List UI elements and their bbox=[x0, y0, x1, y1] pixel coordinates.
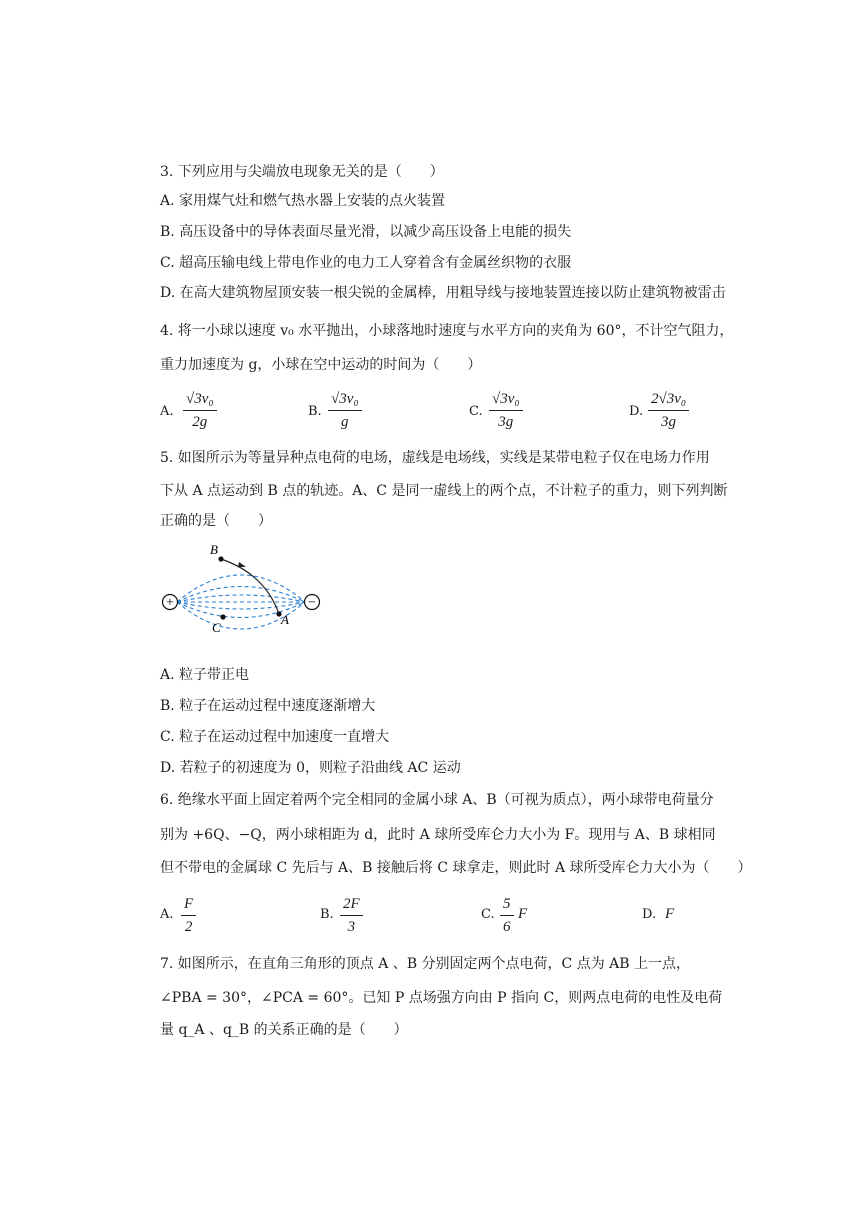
q4-stem-line1: 4. 将一小球以速度 v₀ 水平抛出，小球落地时速度与水平方向的夹角为 60°，不计空气阻力， bbox=[160, 323, 734, 339]
q4-option-d-fraction bbox=[648, 390, 689, 431]
q6-option-b-denominator: 3 bbox=[347, 919, 356, 935]
q6-option-c-label: C. bbox=[481, 907, 495, 922]
q7-stem-line2: ∠PBA = 30°，∠PCA = 60°。已知 P 点场强方向由 P 指向 C，则两点电荷的电性及电荷 bbox=[160, 990, 723, 1006]
positive-charge-symbol: + bbox=[166, 595, 174, 611]
q4-option-d-denominator: 3g bbox=[661, 414, 677, 430]
q3-option-a: A. 家用煤气灶和燃气热水器上安装的点火装置 bbox=[160, 193, 446, 209]
q4-option-c-fraction bbox=[489, 390, 523, 431]
q4-option-c-numerator: √3v₀ bbox=[489, 390, 523, 411]
q6-option-c-denominator: 6 bbox=[503, 919, 511, 935]
negative-charge-symbol: − bbox=[308, 595, 316, 611]
q6-stem-line3: 但不带电的金属球 C 先后与 A、B 接触后将 C 球拿走，则此时 A 球所受库仑力大小为（ ） bbox=[160, 860, 752, 876]
q5-stem-line2: 下从 A 点运动到 B 点的轨迹。A、C 是同一虚线上的两个点，不计粒子的重力，则下列判断 bbox=[160, 483, 728, 499]
q3-option-d: D. 在高大建筑物屋顶安装一根尖锐的金属棒，用粗导线与接地装置连接以防止建筑物被雷击 bbox=[160, 285, 726, 301]
q4-option-b-label: B. bbox=[308, 404, 322, 419]
q5-electric-field-figure bbox=[155, 538, 330, 648]
q5-stem-line3: 正确的是（ ） bbox=[160, 513, 272, 529]
q4-option-a-label: A. bbox=[160, 404, 174, 419]
q4-option-a-fraction bbox=[183, 390, 217, 431]
q5-stem-line1: 5. 如图所示为等量异种点电荷的电场，虚线是电场线，实线是某带电粒子仅在电场力作用 bbox=[160, 450, 710, 466]
q6-option-a-denominator: 2 bbox=[184, 919, 193, 935]
point-c-label: C bbox=[212, 620, 221, 635]
q4-option-b-fraction bbox=[328, 390, 362, 431]
q6-stem-line2: 别为 +6Q、−Q，两小球相距为 d，此时 A 球所受库仑力大小为 F。现用与 A、B 球相同 bbox=[160, 827, 716, 843]
q6-option-c-fraction bbox=[500, 895, 514, 936]
q4-option-a-denominator: 2g bbox=[192, 414, 208, 430]
q6-option-d-label: D. bbox=[642, 907, 657, 922]
q5-option-c: C. 粒子在运动过程中加速度一直增大 bbox=[160, 729, 390, 745]
q6-option-d-value: F bbox=[665, 906, 675, 922]
q4-option-b-denominator: g bbox=[341, 414, 349, 430]
q7-stem-line1: 7. 如图所示，在直角三角形的顶点 A 、B 分别固定两个点电荷，C 点为 AB 上一点， bbox=[160, 956, 691, 972]
point-a-label: A bbox=[281, 612, 289, 627]
q4-option-d-numerator: 2√3v₀ bbox=[648, 390, 689, 411]
q6-option-b-label: B. bbox=[320, 907, 334, 922]
q5-option-a: A. 粒子带正电 bbox=[160, 667, 250, 683]
q3-option-c: C. 超高压输电线上带电作业的电力工人穿着含有金属丝织物的衣服 bbox=[160, 255, 572, 271]
q6-option-b-fraction bbox=[340, 895, 363, 936]
q3-stem: 3. 下列应用与尖端放电现象无关的是（ ） bbox=[160, 164, 444, 180]
point-b-label: B bbox=[210, 542, 218, 557]
q4-stem-line2: 重力加速度为 g，小球在空中运动的时间为（ ） bbox=[160, 357, 482, 373]
q3-option-b: B. 高压设备中的导体表面尽量光滑，以减少高压设备上电能的损失 bbox=[160, 224, 572, 240]
q7-stem-line3: 量 q_A 、q_B 的关系正确的是（ ） bbox=[160, 1022, 408, 1038]
q6-option-a-numerator: F bbox=[181, 895, 196, 916]
q6-option-a-fraction bbox=[181, 895, 196, 936]
q5-option-d: D. 若粒子的初速度为 0，则粒子沿曲线 AC 运动 bbox=[160, 760, 461, 776]
q4-option-c-denominator: 3g bbox=[498, 414, 514, 430]
q6-stem-line1: 6. 绝缘水平面上固定着两个完全相同的金属小球 A、B（可视为质点），两小球带电荷量分 bbox=[160, 792, 714, 808]
q6-option-a-label: A. bbox=[160, 907, 174, 922]
q5-option-b: B. 粒子在运动过程中速度逐渐增大 bbox=[160, 698, 376, 714]
q4-option-b-numerator: √3v₀ bbox=[328, 390, 362, 411]
q6-option-c-numerator: 5 bbox=[500, 895, 514, 916]
q4-option-c-label: C. bbox=[469, 404, 483, 419]
q4-option-a-numerator: √3v₀ bbox=[183, 390, 217, 411]
q6-option-c-suffix: F bbox=[518, 906, 528, 922]
q4-option-d-label: D. bbox=[629, 404, 644, 419]
q6-option-b-numerator: 2F bbox=[340, 895, 363, 916]
